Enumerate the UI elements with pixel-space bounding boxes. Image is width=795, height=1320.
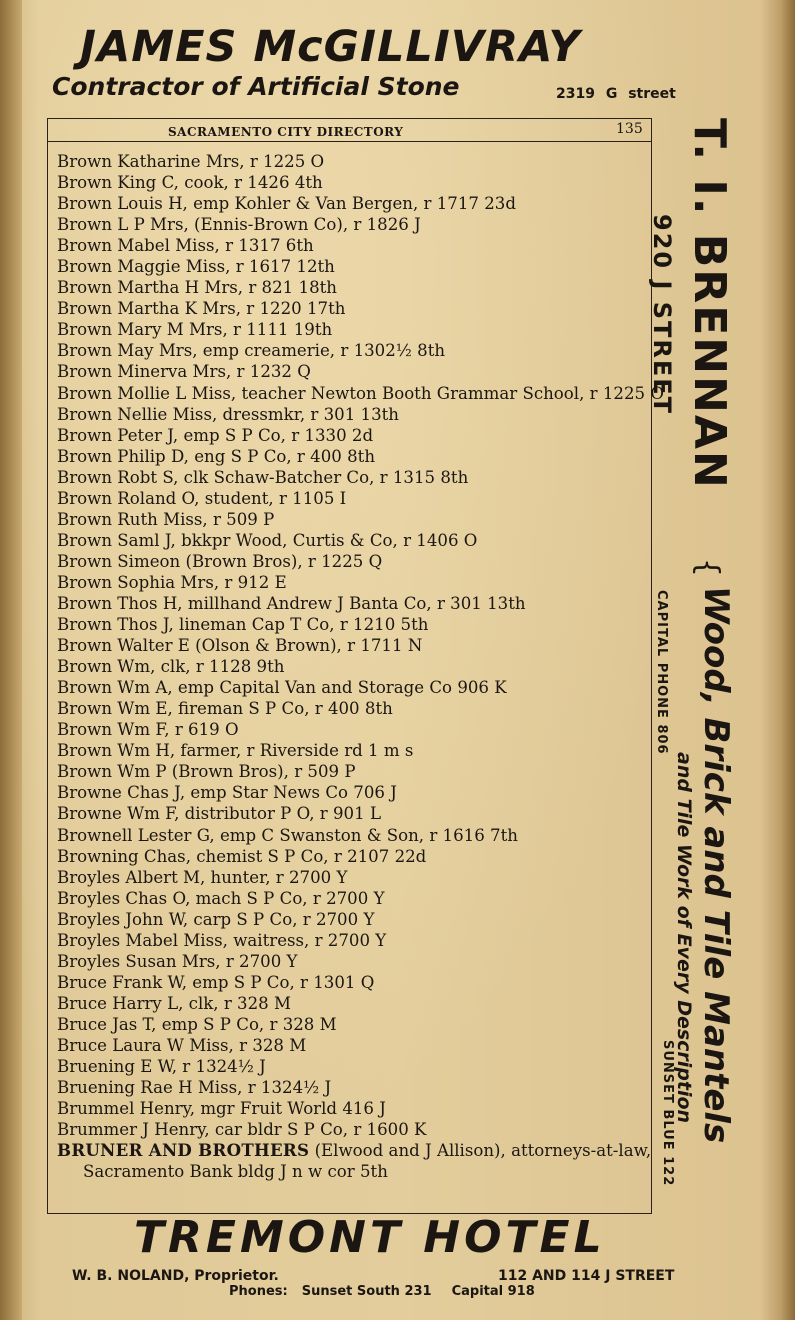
- header-rule: [48, 141, 651, 142]
- directory-entry: Brown Martha H Mrs, r 821 18th: [57, 278, 337, 298]
- page-number: 135: [616, 121, 643, 137]
- directory-entry: Brown Peter J, emp S P Co, r 1330 2d: [57, 425, 374, 445]
- side-ad-name: T. I. BRENNAN: [684, 118, 735, 490]
- directory-entry: Broyles Susan Mrs, r 2700 Y: [57, 951, 298, 971]
- last-entry: [57, 1140, 675, 1182]
- directory-entry: Bruening Rae H Miss, r 1324½ J: [57, 1078, 332, 1098]
- bottom-ad-proprietor: W. B. NOLAND, Proprietor.: [72, 1268, 279, 1284]
- directory-entry: Brown King C, cook, r 1426 4th: [57, 173, 323, 193]
- directory-entry: Brown Wm A, emp Capital Van and Storage Co 906 K: [57, 678, 507, 698]
- directory-entry: Broyles John W, carp S P Co, r 2700 Y: [57, 909, 375, 929]
- page-binding-edge: [0, 0, 22, 1320]
- directory-entry: Brown Martha K Mrs, r 1220 17th: [57, 299, 346, 319]
- directory-entry: Brown Mabel Miss, r 1317 6th: [57, 236, 314, 256]
- directory-entry: Brownell Lester G, emp C Swanston & Son, r 1616 7th: [57, 825, 518, 845]
- directory-entry: Brown Mary M Mrs, r 1111 19th: [57, 320, 333, 340]
- directory-entry: Brown Ruth Miss, r 509 P: [57, 509, 275, 529]
- last-entry-details: (Elwood and J Allison), attorneys-at-law, Sacramento Bank bldg J n w cor 5th: [83, 1141, 652, 1182]
- directory-entry: Brown Robt S, clk Schaw-Batcher Co, r 1315 8th: [57, 467, 469, 487]
- directory-entry: Brown Wm P (Brown Bros), r 509 P: [57, 762, 356, 782]
- side-ad-line1: Wood, Brick and Tile Mantels: [696, 586, 736, 1144]
- directory-entry: Brown Maggie Miss, r 1617 12th: [57, 257, 335, 277]
- directory-entry: Brown Wm H, farmer, r Riverside rd 1 m s: [57, 741, 414, 761]
- directory-entry: Brummer J Henry, car bldr S P Co, r 1600 K: [57, 1120, 427, 1140]
- side-ad-sunset-phone: SUNSET BLUE 122: [660, 1040, 675, 1187]
- directory-entry: Broyles Albert M, hunter, r 2700 Y: [57, 867, 348, 887]
- directory-entry: Brown Thos J, lineman Cap T Co, r 1210 5th: [57, 615, 429, 635]
- top-ad-business: Contractor of Artificial Stone: [52, 72, 460, 101]
- page-right-edge: [781, 0, 795, 1320]
- directory-entry: Brummel Henry, mgr Fruit World 416 J: [57, 1099, 386, 1119]
- directory-entry: Brown L P Mrs, (Ennis-Brown Co), r 1826 J: [57, 215, 421, 235]
- directory-entry: Brown Louis H, emp Kohler & Van Bergen, r 1717 23d: [57, 194, 516, 214]
- directory-entry: Brown Simeon (Brown Bros), r 1225 Q: [57, 551, 383, 571]
- directory-entry: Brown Minerva Mrs, r 1232 Q: [57, 362, 311, 382]
- phones-label: Phones:: [229, 1284, 288, 1299]
- directory-entry: Browning Chas, chemist S P Co, r 2107 22d: [57, 846, 427, 866]
- directory-entry: Brown Wm, clk, r 1128 9th: [57, 657, 285, 677]
- directory-entry: Broyles Mabel Miss, waitress, r 2700 Y: [57, 930, 387, 950]
- top-ad-name: JAMES McGILLIVRAY: [80, 22, 581, 72]
- directory-entry: Brown Philip D, eng S P Co, r 400 8th: [57, 446, 376, 466]
- directory-entry: Bruce Jas T, emp S P Co, r 328 M: [57, 1014, 337, 1034]
- side-ad-line2: and Tile Work of Every Description: [673, 752, 695, 1124]
- directory-entry: Brown Saml J, bkkpr Wood, Curtis & Co, r 1406 O: [57, 530, 478, 550]
- side-ad-capital-phone: CAPITAL PHONE 806: [654, 590, 669, 755]
- phone-capital: Capital 918: [451, 1284, 535, 1299]
- directory-entry: Broyles Chas O, mach S P Co, r 2700 Y: [57, 888, 385, 908]
- directory-entry: Brown Roland O, student, r 1105 I: [57, 488, 347, 508]
- bottom-ad-name: TREMONT HOTEL: [134, 1212, 606, 1263]
- brace-glyph: }: [689, 557, 724, 577]
- top-ad-address: 2319 G street: [556, 86, 676, 102]
- side-ad-address: 920 J STREET: [648, 214, 676, 416]
- last-entry-name: BRUNER AND BROTHERS: [57, 1140, 310, 1161]
- directory-entry: Brown Wm F, r 619 O: [57, 720, 239, 740]
- directory-entry: Brown Sophia Mrs, r 912 E: [57, 572, 287, 592]
- directory-entry: Browne Chas J, emp Star News Co 706 J: [57, 783, 397, 803]
- directory-entry: Brown May Mrs, emp creamerie, r 1302½ 8th: [57, 341, 446, 361]
- directory-entry: Brown Nellie Miss, dressmkr, r 301 13th: [57, 404, 399, 424]
- directory-entry: Bruce Laura W Miss, r 328 M: [57, 1035, 307, 1055]
- directory-entry: Brown Thos H, millhand Andrew J Banta Co, r 301 13th: [57, 593, 526, 613]
- directory-entry: Bruce Frank W, emp S P Co, r 1301 Q: [57, 972, 375, 992]
- running-head-title: SACRAMENTO CITY DIRECTORY: [168, 125, 404, 139]
- directory-entry: Brown Mollie L Miss, teacher Newton Booth Grammar School, r 1225 O: [57, 383, 664, 403]
- bottom-ad-phones: [229, 1284, 535, 1299]
- directory-entry: Brown Wm E, fireman S P Co, r 400 8th: [57, 699, 393, 719]
- directory-entry: Bruce Harry L, clk, r 328 M: [57, 993, 291, 1013]
- directory-entry: Bruening E W, r 1324½ J: [57, 1057, 266, 1077]
- directory-entry: Brown Katharine Mrs, r 1225 O: [57, 152, 325, 171]
- bottom-ad-address: 112 AND 114 J STREET: [498, 1268, 675, 1284]
- directory-entry: Browne Wm F, distributor P O, r 901 L: [57, 804, 381, 824]
- phone-sunset: Sunset South 231: [301, 1284, 432, 1299]
- directory-entry: Brown Walter E (Olson & Brown), r 1711 N: [57, 636, 423, 656]
